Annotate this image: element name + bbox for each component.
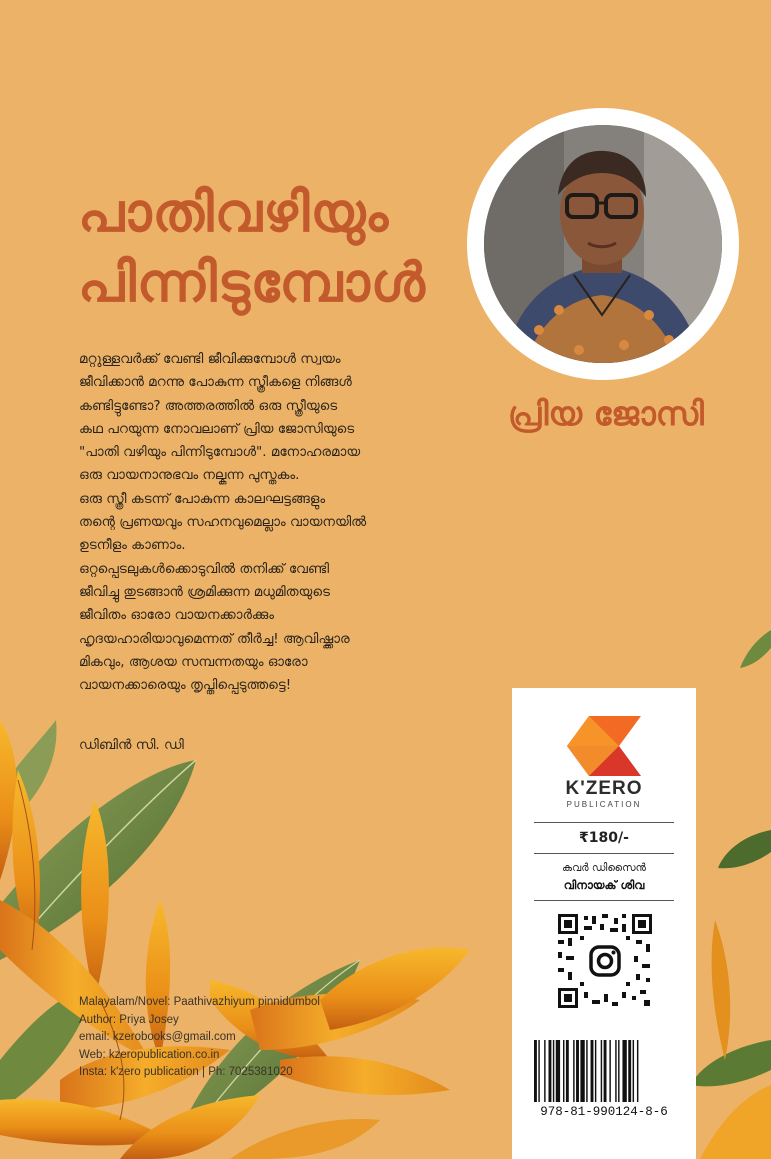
barcode-bar (576, 1040, 579, 1102)
cover-design-label: കവർ ഡിസൈൻ (562, 862, 646, 874)
blurb-line: വായനക്കാരെയും തൃപ്തിപ്പെടുത്തട്ടെ! (79, 677, 292, 694)
barcode-bar (544, 1040, 545, 1102)
author-portrait-icon (484, 125, 722, 363)
price-label: ₹180/- (579, 830, 629, 846)
barcode-bar (633, 1040, 634, 1102)
publisher-subtitle: PUBLICATION (566, 800, 642, 809)
barcode-bar (556, 1040, 560, 1102)
blurb-line: മികവും, ആശയ സമ്പന്നതയും ഓരോ (79, 653, 308, 670)
book-title-line-1: പാതിവഴിയും (78, 181, 390, 244)
barcode-bar (538, 1040, 539, 1102)
divider (534, 822, 674, 823)
author-name: പ്രിയ ജോസി (508, 394, 704, 433)
isbn-barcode-icon (534, 1040, 674, 1102)
imprint-details (79, 994, 320, 1082)
blurb-text (79, 348, 474, 697)
blurb-line: മറ്റുള്ളവർക്ക് വേണ്ടി ജീവിക്കുമ്പോൾ സ്വയം (79, 351, 341, 367)
blurb-line: കഥ പറയുന്ന നോവലാണ് പ്രിയ ജോസിയുടെ (79, 420, 355, 437)
imprint-genre-title: Malayalam/Novel: Paathivazhiyum pinnidumbol (79, 996, 320, 1008)
blurb-line: ഉടനീളം കാണാം. (79, 537, 186, 554)
barcode-bar (615, 1040, 616, 1102)
author-photo (484, 125, 722, 363)
divider (534, 900, 674, 901)
barcode-bar (601, 1040, 602, 1102)
blurb-line: ഒരു സ്ത്രീ കടന്ന് പോകുന്ന കാലഘട്ടങ്ങളും (79, 490, 326, 507)
book-title (78, 178, 426, 318)
barcode-bar (622, 1040, 626, 1102)
barcode-bar (580, 1040, 584, 1102)
book-title-line-2: പിന്നിടുമ്പോൾ (78, 251, 426, 314)
blurb-line: ജീവിച്ചു തുടങ്ങാൻ ശ്രമിക്കുന്ന മധുമിതയുടെ (79, 583, 330, 600)
cover-designer-name: വിനായക് ശിവ (563, 878, 645, 892)
barcode-bar (573, 1040, 574, 1102)
barcode-bar (591, 1040, 594, 1102)
instagram-qr-code-icon (556, 912, 654, 1010)
blurb-line: ഒരു വായനാനുഭവം നല്കുന്ന പുസ്തകം. (79, 467, 300, 484)
barcode-bar (553, 1040, 554, 1102)
blurb-line: ജീവിക്കാൻ മറന്നു പോകുന്ന സ്ത്രീകളെ നിങ്ങൾ (79, 374, 352, 391)
barcode-bar (534, 1040, 537, 1102)
imprint-author: Author: Priya Josey (79, 1013, 179, 1026)
blurb-line: ജീവിതം ഓരോ വായനക്കാർക്കും (79, 607, 274, 624)
publisher-name: K'ZERO (565, 778, 643, 799)
kzero-logo-icon (567, 716, 641, 776)
blurb-line: "പാതി വഴിയും പിന്നിടുമ്പോൾ". മനോഹരമായ (79, 444, 361, 461)
barcode-bar (609, 1040, 610, 1102)
blurb-line: ഒറ്റപ്പെടലുകൾക്കൊടുവിൽ തനിക്ക് വേണ്ടി (79, 560, 330, 577)
blurb-line: തന്റെ പ്രണയവും സഹനവുമെല്ലാം വായനയിൽ (79, 514, 367, 531)
blurb-signature: ഡിബിൻ സി. ഡി (79, 737, 184, 753)
barcode-bar (549, 1040, 552, 1102)
leaf-cluster-right (690, 630, 771, 1159)
barcode-bar (595, 1040, 596, 1102)
imprint-email: email: kzerobooks@gmail.com (79, 1031, 236, 1044)
barcode-bar (618, 1040, 619, 1102)
imprint-instagram-phone: Insta: k'zero publication | Ph: 7025381020 (79, 1066, 293, 1079)
blurb-line: കണ്ടിട്ടുണ്ടോ? അത്തരത്തിൽ ഒരു സ്ത്രീയുടെ (79, 397, 338, 414)
barcode-bar (604, 1040, 607, 1102)
barcode-bar (628, 1040, 631, 1102)
barcode-bar (586, 1040, 587, 1102)
barcode-bar (637, 1040, 638, 1102)
barcode-bar (566, 1040, 569, 1102)
imprint-website: Web: kzeropublication.co.in (79, 1048, 220, 1061)
isbn-number: 978-81-990124-8-6 (540, 1105, 668, 1119)
barcode-bar (563, 1040, 564, 1102)
blurb-line: ഹൃദയഹാരിയാവുമെന്നത് തീർച്ച! ആവിഷ്ക്കാര (79, 630, 350, 647)
divider (534, 853, 674, 854)
